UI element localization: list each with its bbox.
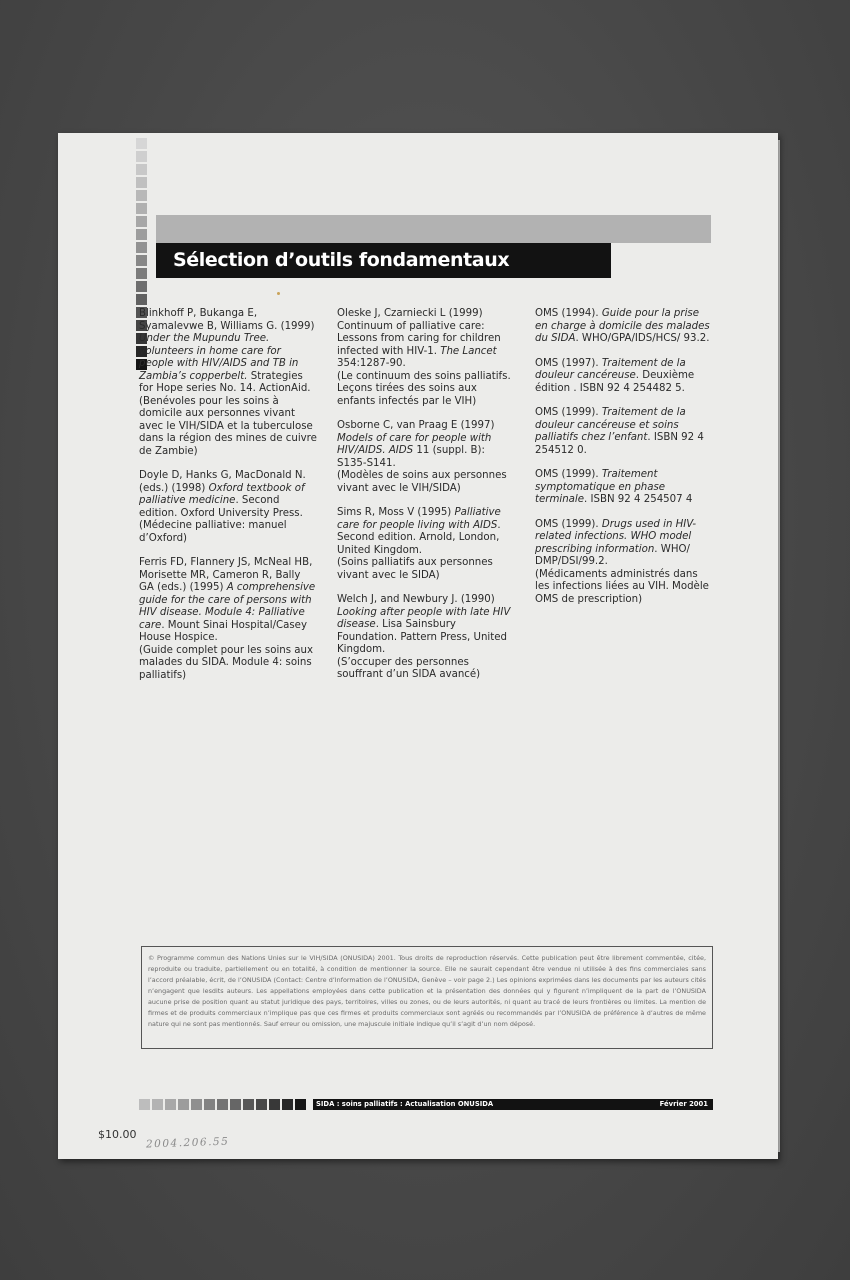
reference-title: Under the Mupundu Tree. Volunteers in home care for people with HIV/AIDS and TB in Zambia’s copperbelt. xyxy=(139,333,299,382)
strip-square xyxy=(136,294,147,305)
footer-strip-square xyxy=(204,1099,215,1110)
handwritten-accession-number: 2004.206.55 xyxy=(145,1135,230,1151)
reference-title: A comprehensive guide for the care of persons with HIV disease. Module 4: Palliative care xyxy=(139,582,316,631)
reference-text: . ISBN 92 4 254512 0. xyxy=(535,432,704,456)
reference-entry xyxy=(535,407,713,457)
footer-strip-square xyxy=(230,1099,241,1110)
reference-entry xyxy=(535,469,713,507)
reference-entry xyxy=(337,420,515,495)
footer-strip-square xyxy=(256,1099,267,1110)
reference-text: (Le continuum des soins palliatifs. Leçons tirées des soins aux enfants infectés par le VIH) xyxy=(337,370,511,407)
reference-column-2 xyxy=(337,308,515,694)
price-label: $10.00 xyxy=(98,1128,137,1141)
footer-strip-square xyxy=(139,1099,150,1110)
reference-text: . Second edition. Arnold, London, United Kingdom. xyxy=(337,519,501,556)
section-heading: Sélection d’outils fondamentaux xyxy=(156,243,611,278)
reference-text: OMS (1999). xyxy=(535,518,602,530)
strip-square xyxy=(136,281,147,292)
strip-square xyxy=(136,268,147,279)
footer-strip-square xyxy=(269,1099,280,1110)
footer-strip-square xyxy=(217,1099,228,1110)
footer-strip-square xyxy=(243,1099,254,1110)
reference-entry xyxy=(535,308,713,346)
reference-text: . Deuxième édition . ISBN 92 4 254482 5. xyxy=(535,370,695,394)
strip-square xyxy=(136,151,147,162)
reference-text: Osborne C, van Praag E (1997) xyxy=(337,420,495,431)
strip-square xyxy=(136,177,147,188)
reference-text: (Médicaments administrés dans les infections liées au VIH. Modèle OMS de prescription) xyxy=(535,568,709,605)
reference-text: . ISBN 92 4 254507 4 xyxy=(584,494,693,505)
reference-text: (S’occuper des personnes souffrant d’un SIDA avancé) xyxy=(337,656,481,680)
reference-title: Looking after people with late HIV disease xyxy=(337,606,511,630)
copyright-notice: © Programme commun des Nations Unies sur le VIH/SIDA (ONUSIDA) 2001. Tous droits de reproduction réservés. Cette publication peut être librement commentée, citée, reproduite ou traduite, partiellement ou en totalité, à condition de mentionner la source. Elle ne saurait cependant être vendue ni utilisée à des fins commerciales sans l’accord préalable, écrit, de l’ONUSIDA (Contact: Centre d’Information de l’ONUSIDA, Genève – voir page 2.) Les opinions exprimées dans les documents par les auteurs cités n’engagent que lesdits auteurs. Les appellations employées dans cette publication et la présentation des données qui y figurent n’impliquent de la part de l’ONUSIDA aucune prise de position quant au statut juridique des pays, territoires, villes ou zones, ou de leurs autorités, ni quant au tracé de leurs frontières ou limites. La mention de firmes et de produits commerciaux n’implique pas que ces firmes et produits commerciaux sont agréés ou recommandés par l’ONUSIDA de préférence à d’autres de même nature qui ne sont pas mentionnés. Sauf erreur ou omission, une majuscule initiale indique qu’il s’agit d’un nom déposé. xyxy=(141,946,713,1049)
reference-text: (Guide complet pour les soins aux malades du SIDA. Module 4: soins palliatifs) xyxy=(139,644,314,681)
reference-text: Ferris FD, Flannery JS, McNeal HB, Morisette MR, Cameron R, Bally GA (eds.) (1995) xyxy=(139,557,313,593)
reference-title: Palliative care for people living with AIDS xyxy=(337,507,501,531)
reference-text: (Modèles de soins aux personnes vivant avec le VIH/SIDA) xyxy=(337,470,507,494)
footer-strip-square xyxy=(152,1099,163,1110)
reference-entry xyxy=(535,358,713,396)
reference-text: . Mount Sinai Hospital/Casey House Hospice. xyxy=(139,619,307,643)
strip-square xyxy=(136,242,147,253)
strip-square xyxy=(136,138,147,149)
reference-title: The Lancet xyxy=(440,345,497,357)
reference-text: (Soins palliatifs aux personnes vivant avec le SIDA) xyxy=(337,557,493,581)
footer-strip-square xyxy=(178,1099,189,1110)
strip-square xyxy=(136,203,147,214)
footer-strip-square xyxy=(295,1099,306,1110)
reference-title: Traitement symptomatique en phase terminale xyxy=(535,469,666,505)
reference-text: Welch J, and Newbury J. (1990) xyxy=(337,594,495,605)
reference-entry xyxy=(337,308,515,408)
reference-title: Traitement de la douleur cancéreuse et soins palliatifs chez l’enfant xyxy=(535,407,686,443)
strip-square xyxy=(136,216,147,227)
reference-entry xyxy=(139,557,317,682)
reference-entry xyxy=(337,594,515,682)
reference-title: Guide pour la prise en charge à domicile des malades du SIDA xyxy=(535,308,710,344)
footer-square-strip xyxy=(139,1099,308,1110)
strip-square xyxy=(136,229,147,240)
reference-text: Sims R, Moss V (1995) xyxy=(337,507,455,518)
reference-text: OMS (1999). xyxy=(535,469,602,480)
decorative-dot xyxy=(277,292,280,295)
reference-text: (Médecine palliative: manuel d’Oxford) xyxy=(139,520,287,544)
reference-entry xyxy=(139,308,317,458)
reference-title: Models of care for people with HIV/AIDS. AIDS xyxy=(337,432,492,456)
reference-entry xyxy=(337,507,515,582)
strip-square xyxy=(136,255,147,266)
reference-text: . WHO/ DMP/DSI/99.2. xyxy=(535,543,690,567)
reference-title: Traitement de la douleur cancéreuse xyxy=(535,357,686,381)
footer-strip-square xyxy=(165,1099,176,1110)
title-band-grey xyxy=(156,215,711,243)
reference-entry xyxy=(139,470,317,545)
reference-text: Oleske J, Czarniecki L (1999) Continuum of palliative care: Lessons from caring for children infected with HIV-1. xyxy=(337,308,501,357)
footer-date: Février 2001 xyxy=(659,1100,708,1108)
footer-strip-square xyxy=(282,1099,293,1110)
reference-column-1 xyxy=(139,308,317,694)
reference-entry xyxy=(535,519,713,607)
reference-text: . Second edition. Oxford University Press. xyxy=(139,495,303,519)
strip-square xyxy=(136,190,147,201)
reference-text: (Benévoles pour les soins à domicile aux personnes vivant avec le VIH/SIDA et la tuberculose dans la région des mines de cuivre de Zambie) xyxy=(139,395,317,457)
footer-publication-title: SIDA : soins palliatifs : Actualisation ONUSIDA xyxy=(316,1100,494,1108)
reference-column-3 xyxy=(535,308,713,618)
footer-strip-square xyxy=(191,1099,202,1110)
reference-text: OMS (1999). xyxy=(535,407,602,418)
reference-text: 354:1287-90. xyxy=(337,358,406,369)
reference-text: . WHO/GPA/IDS/HCS/ 93.2. xyxy=(575,333,710,344)
strip-square xyxy=(136,164,147,175)
reference-text: 11 (suppl. B): S135-S141. xyxy=(337,445,485,469)
reference-text: Strategies for Hope series No. 14. ActionAid. xyxy=(139,370,311,394)
reference-text: Doyle D, Hanks G, MacDonald N. (eds.) (1998) xyxy=(139,470,306,494)
reference-text: Blinkhoff P, Bukanga E, Syamalevwe B, Williams G. (1999) xyxy=(139,308,315,332)
reference-text: OMS (1997). xyxy=(535,357,602,369)
reference-text: OMS (1994). xyxy=(535,308,602,319)
footer-bar xyxy=(313,1099,713,1110)
reference-title: Drugs used in HIV-related infections. WHO model prescribing information xyxy=(535,518,697,555)
reference-title: Oxford textbook of palliative medicine xyxy=(139,482,305,506)
reference-text: . Lisa Sainsbury Foundation. Pattern Press, United Kingdom. xyxy=(337,619,507,655)
